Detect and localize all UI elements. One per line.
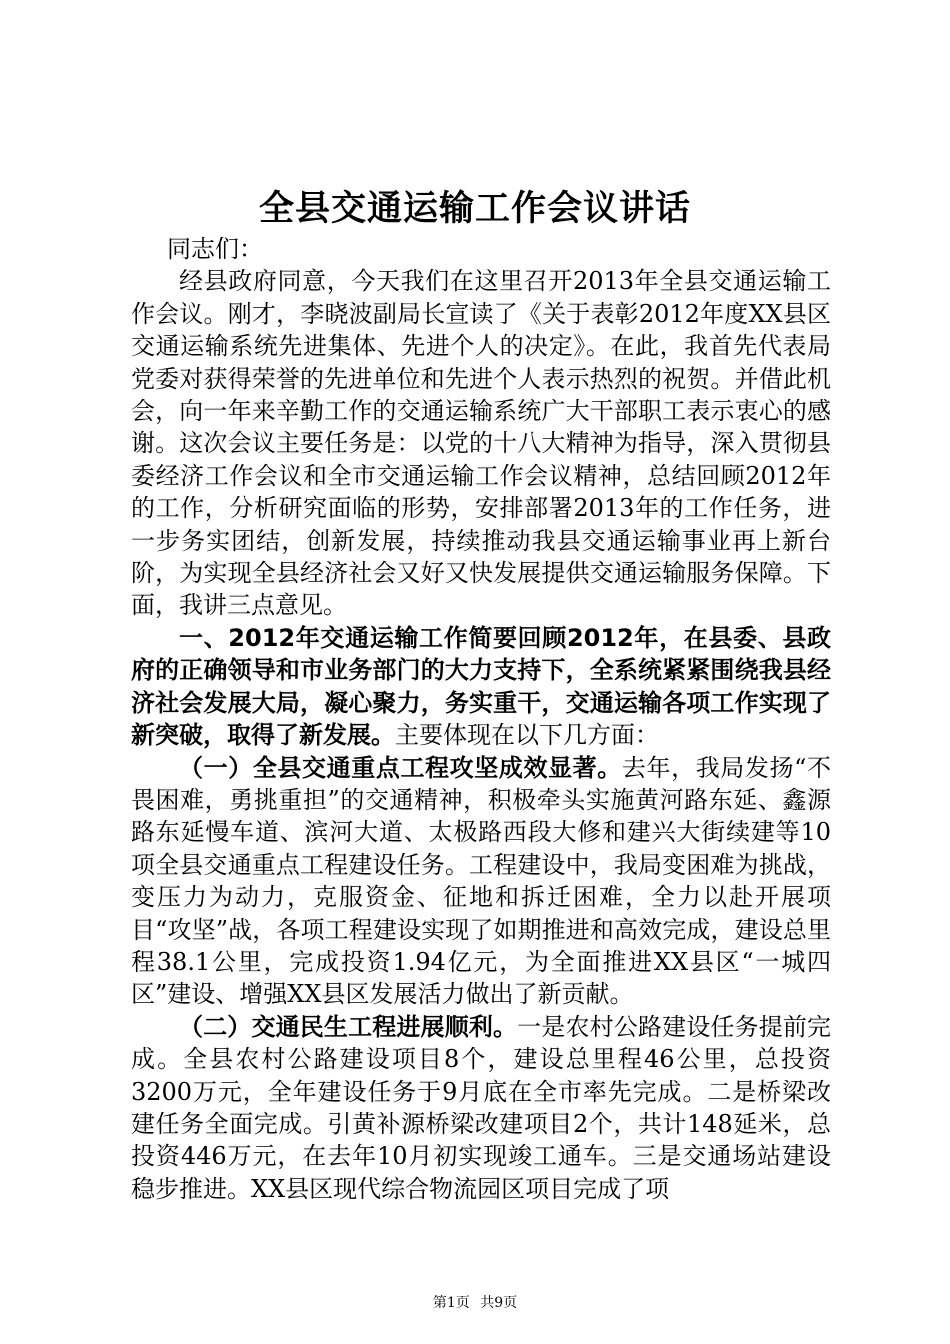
- subsection-2-heading: （二）交通民生工程进展顺利。: [179, 1012, 518, 1041]
- paragraph-subsection-1: [131, 752, 831, 1011]
- subsection-2-text: 一是农村公路建设任务提前完成。全县农村公路建设项目8个，建设总里程46公里，总投资3200万元，全年建设任务于9月底在全市率先完成。二是桥梁改建任务全面完成。引黄补源桥梁改建项目2个，共计148延米，总投资446万元，在去年10月初实现竣工通车。三是交通场站建设稳步推进。XX县区现代综合物流园区项目完成了项: [131, 1012, 832, 1203]
- subsection-1-text: 去年，我局发扬“不畏困难，勇挑重担”的交通精神，积极牵头实施黄河路东延、鑫源路东延慢车道、滨河大道、太极路西段大修和建兴大街续建等10项全县交通重点工程建设任务。工程建设中，我局变困难为挑战，变压力为动力，克服资金、征地和拆迁困难，全力以赴开展项目“攻坚”战，各项工程建设实现了如期推进和高效完成，建设总里程38.1公里，完成投资1.94亿元，为全面推进XX县区“一城四区”建设、增强XX县区发展活力做出了新贡献。: [131, 753, 831, 1009]
- paragraph-intro-text: 经县政府同意，今天我们在这里召开2013年全县交通运输工作会议。刚才，李晓波副局长宣读了《关于表彰2012年度XX县区交通运输系统先进集体、先进个人的决定》。在此，我首先代表局党委对获得荣誉的先进单位和先进个人表示热烈的祝贺。并借此机会，向一年来辛勤工作的交通运输系统广大干部职工表示衷心的感谢。这次会议主要任务是：以党的十八大精神为指导，深入贯彻县委经济工作会议和全市交通运输工作会议精神，总结回顾2012年的工作，分析研究面临的形势，安排部署2013年的工作任务，进一步务实团结，创新发展，持续推动我县交通运输事业再上新台阶，为实现全县经济社会又好又快发展提供交通运输服务保障。下面，我讲三点意见。: [131, 267, 831, 620]
- page-footer: [0, 1293, 950, 1313]
- paragraph-subsection-2: [131, 1011, 831, 1205]
- section-1-text: 主要体现在以下几方面：: [395, 721, 659, 750]
- subsection-1-heading: （一）全县交通重点工程攻坚成效显著。: [179, 753, 622, 782]
- page-number: 第1页: [432, 1295, 470, 1311]
- section-1-heading: 一、2012年交通运输工作简要回顾2012年，在县委、县政府的正确领导和市业务部门的大力支持下，全系统紧紧围绕我县经济社会发展大局，凝心聚力，务实重干，交通运输各项工作实现了新突破，取得了新发展。: [131, 623, 831, 750]
- document-title: 全县交通运输工作会议讲话: [258, 189, 691, 229]
- page-total: 共9页: [480, 1295, 518, 1311]
- paragraph-section-1: [131, 622, 831, 752]
- paragraph-intro: [131, 265, 831, 621]
- salutation: 同志们：: [167, 235, 263, 263]
- document-body: [131, 233, 831, 1205]
